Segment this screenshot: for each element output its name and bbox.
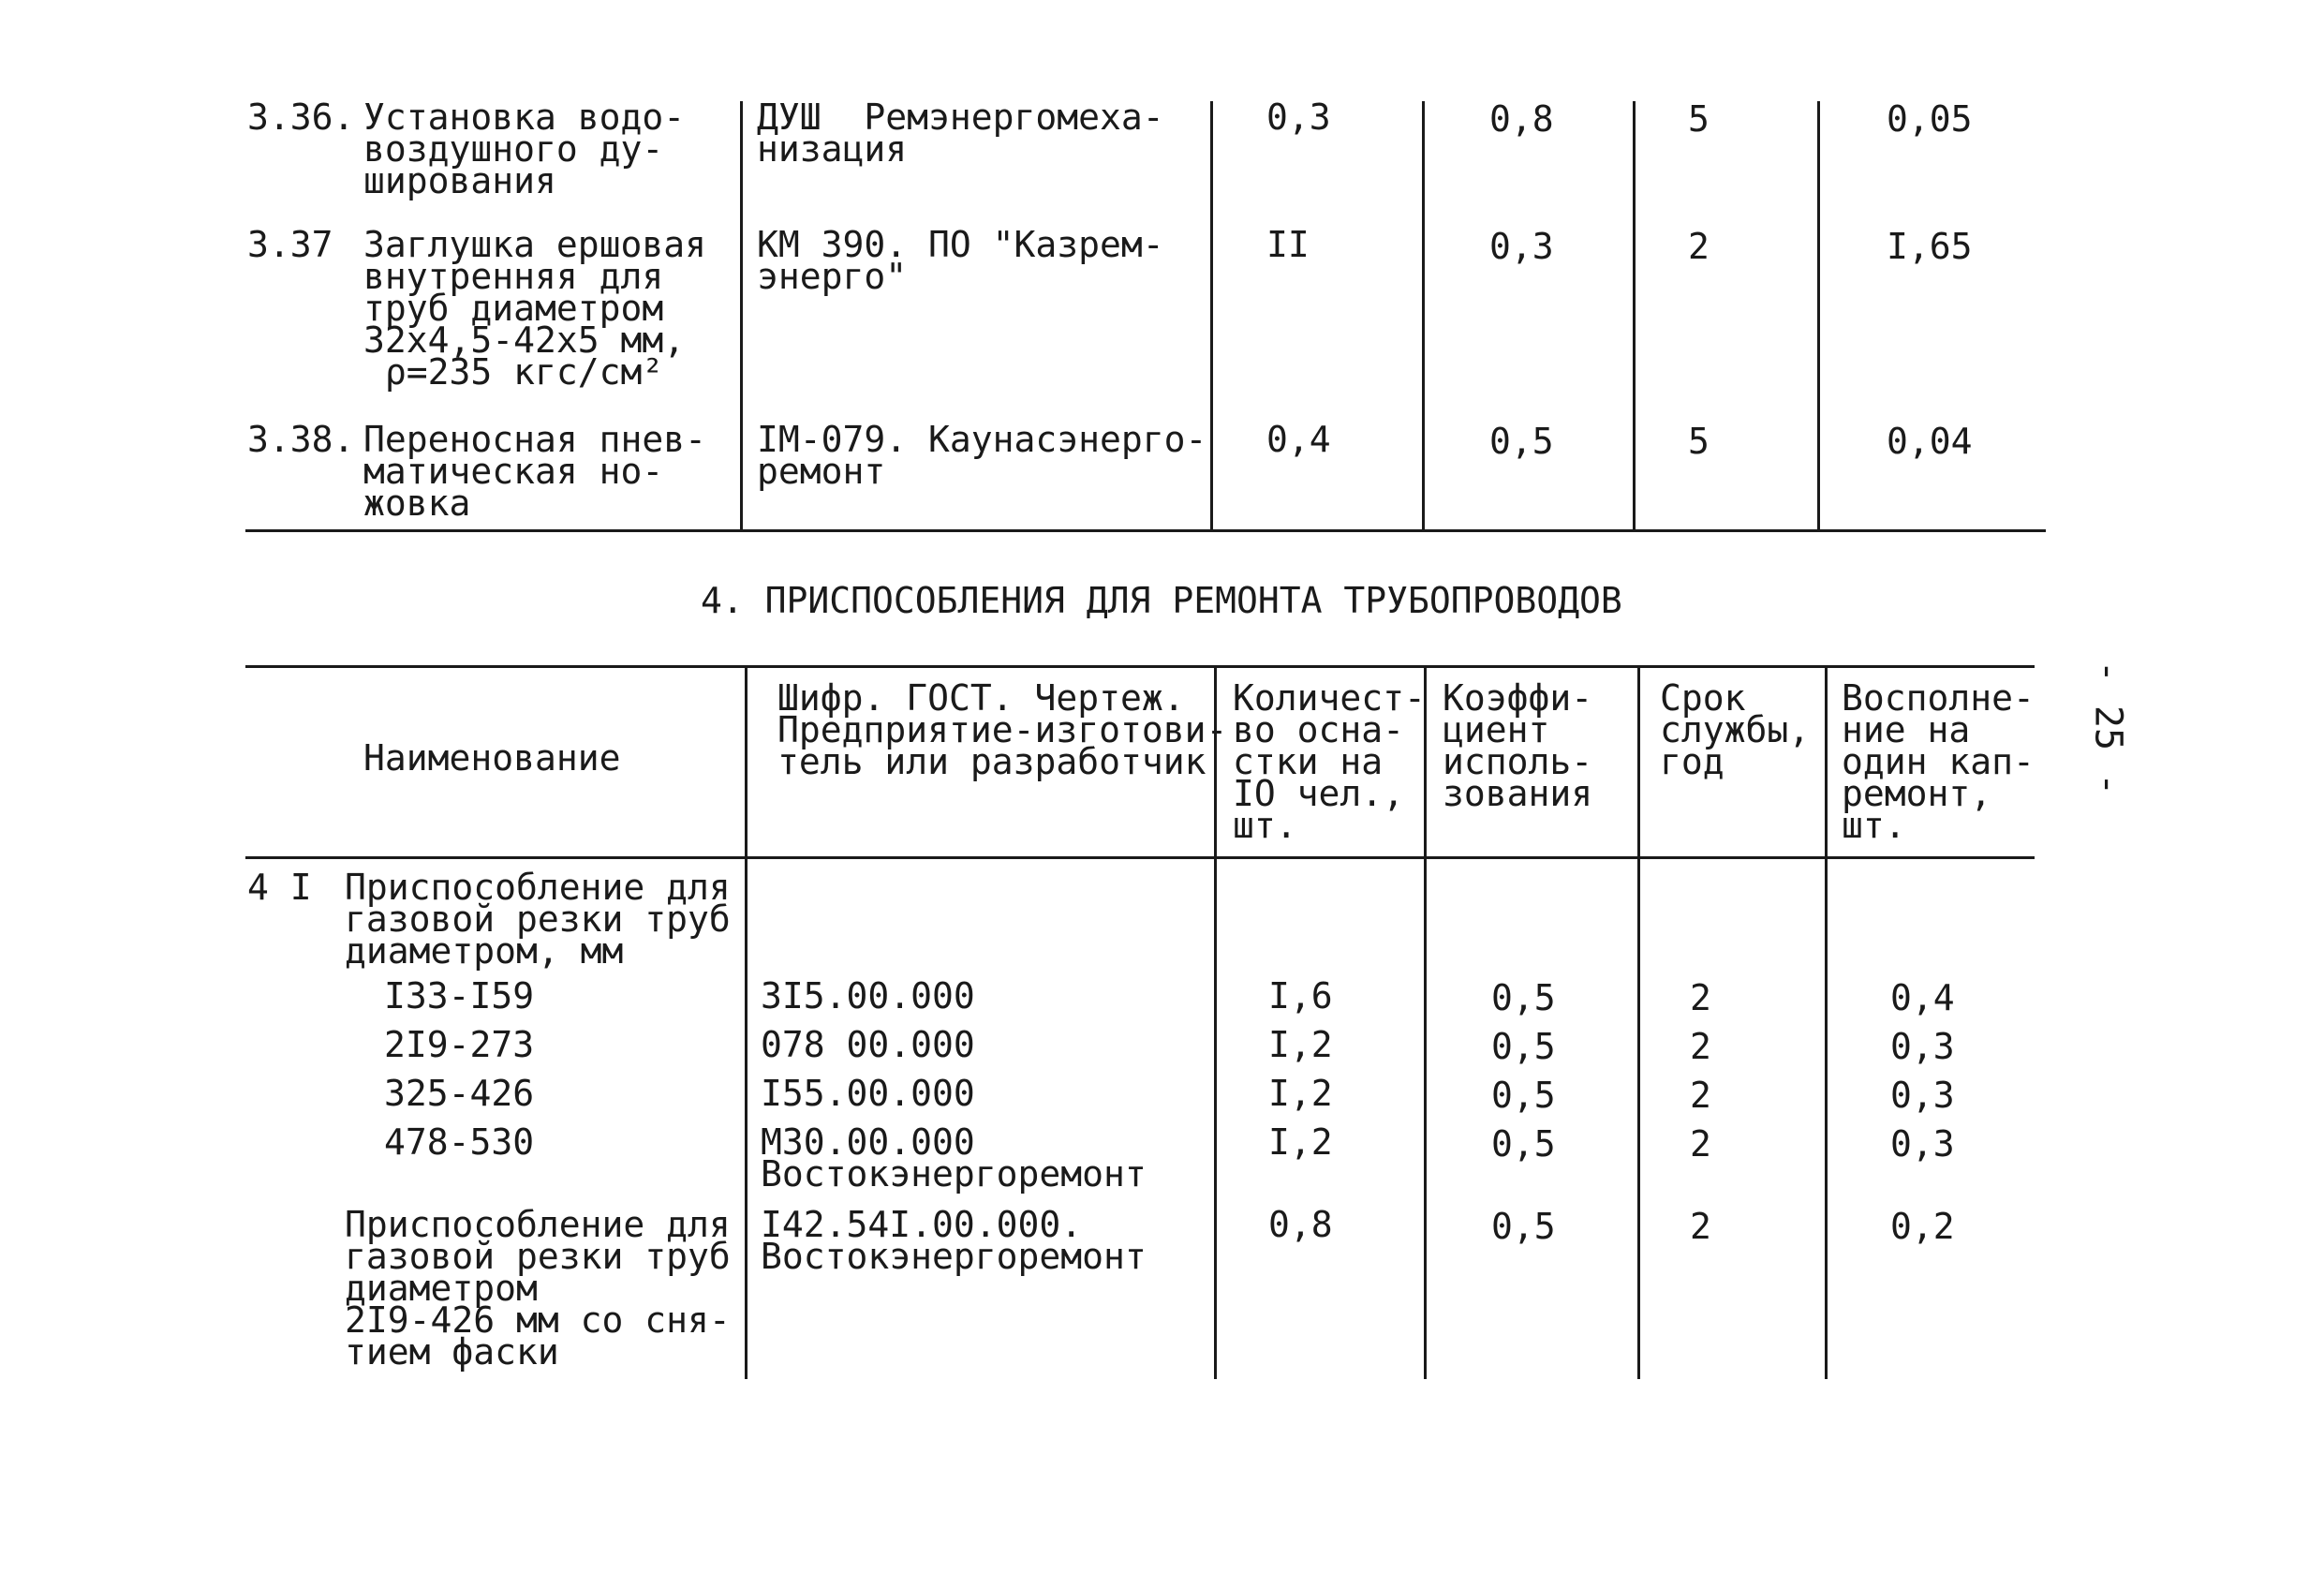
sub-code: I55.00.000 — [761, 1073, 975, 1114]
sub-repl: 0,3 — [1890, 1075, 1955, 1116]
row-repl: 0,04 — [1887, 421, 1973, 462]
top-col-divider — [1817, 101, 1820, 532]
row-number: 3.38. — [247, 419, 355, 460]
row-code: ДУШ Ремэнергомеха- низация — [757, 96, 1164, 170]
row-name: Приспособление для газовой резки труб диаметром 2I9-426 мм со сня- тием фаски — [345, 1204, 731, 1373]
row-name: Переносная пнев- матическая но- жовка — [363, 419, 707, 524]
row-coef: 0,5 — [1489, 421, 1554, 462]
header-code: Шифр. ГОСТ. Чертеж. Предприятие-изготови- тель или разработчик — [777, 677, 1228, 782]
page-number: - 25 - — [2086, 660, 2130, 796]
row-coef: 0,3 — [1489, 226, 1554, 267]
sub-qty: I,2 — [1268, 1024, 1333, 1065]
sub-repl: 0,4 — [1890, 977, 1955, 1018]
row-coef: 0,8 — [1489, 98, 1554, 140]
row-qty: II — [1266, 224, 1310, 265]
col-divider — [1825, 667, 1828, 1379]
header-name: Наименование — [363, 737, 621, 779]
header-repl: Восполне- ние на один кап- ремонт, шт. — [1842, 677, 2035, 846]
sub-life: 2 — [1690, 977, 1711, 1018]
row-code: КМ 390. ПО "Казрем- энерго" — [757, 224, 1164, 297]
header-qty: Количест- во осна- стки на IO чел., шт. — [1233, 677, 1426, 846]
row-life: 5 — [1688, 98, 1710, 140]
sub-life: 2 — [1690, 1075, 1711, 1116]
group-name: Приспособление для газовой резки труб диаметром, мм — [345, 867, 731, 972]
row-qty: 0,4 — [1266, 419, 1331, 460]
row-life: 2 — [1688, 226, 1710, 267]
sub-qty: I,6 — [1268, 975, 1333, 1017]
header-top-rule — [245, 665, 2035, 668]
sub-qty: I,2 — [1268, 1121, 1333, 1163]
sub-name: 2I9-273 — [384, 1024, 535, 1065]
sub-coef: 0,5 — [1491, 1075, 1556, 1116]
sub-code: 3I5.00.000 — [761, 975, 975, 1017]
top-col-divider — [1210, 101, 1213, 532]
row-name: Установка водо- воздушного ду- ширования — [363, 96, 686, 201]
header-coef: Коэффи- циент исполь- зования — [1443, 677, 1593, 814]
row-number: 3.36. — [247, 96, 355, 138]
sub-life: 2 — [1690, 1026, 1711, 1067]
sub-coef: 0,5 — [1491, 977, 1556, 1018]
row-life: 2 — [1690, 1206, 1711, 1247]
section-title: 4. ПРИСПОСОБЛЕНИЯ ДЛЯ РЕМОНТА ТРУБОПРОВОДОВ — [701, 580, 1622, 621]
row-repl: I,65 — [1887, 226, 1973, 267]
row-repl: 0,2 — [1890, 1206, 1955, 1247]
sub-coef: 0,5 — [1491, 1123, 1556, 1165]
sub-name: I33-I59 — [384, 975, 535, 1017]
row-life: 5 — [1688, 421, 1710, 462]
sub-life: 2 — [1690, 1123, 1711, 1165]
top-col-divider — [740, 101, 743, 532]
top-table-bottom-rule — [245, 529, 2046, 532]
sub-name: 478-530 — [384, 1121, 535, 1163]
sub-code: M30.00.000 Востокэнергоремонт — [761, 1121, 1147, 1195]
row-code: IM-079. Каунасэнерго- ремонт — [757, 419, 1207, 492]
row-number: 4 I — [247, 867, 312, 908]
header-bottom-rule — [245, 856, 2035, 859]
sub-code: 078 00.000 — [761, 1024, 975, 1065]
col-divider — [1637, 667, 1640, 1379]
top-col-divider — [1422, 101, 1425, 532]
row-qty: 0,8 — [1268, 1204, 1333, 1245]
sub-name: 325-426 — [384, 1073, 535, 1114]
row-qty: 0,3 — [1266, 96, 1331, 138]
row-code: I42.54I.00.000. Востокэнергоремонт — [761, 1204, 1147, 1277]
row-coef: 0,5 — [1491, 1206, 1556, 1247]
col-divider — [745, 667, 748, 1379]
header-life: Срок службы, год — [1660, 677, 1811, 782]
top-col-divider — [1633, 101, 1636, 532]
sub-repl: 0,3 — [1890, 1123, 1955, 1165]
sub-coef: 0,5 — [1491, 1026, 1556, 1067]
row-name: Заглушка ершовая внутренняя для труб диаметром 32x4,5-42x5 мм, ρ=235 кгс/см² — [363, 224, 707, 393]
row-repl: 0,05 — [1887, 98, 1973, 140]
row-number: 3.37 — [247, 224, 333, 265]
sub-repl: 0,3 — [1890, 1026, 1955, 1067]
sub-qty: I,2 — [1268, 1073, 1333, 1114]
